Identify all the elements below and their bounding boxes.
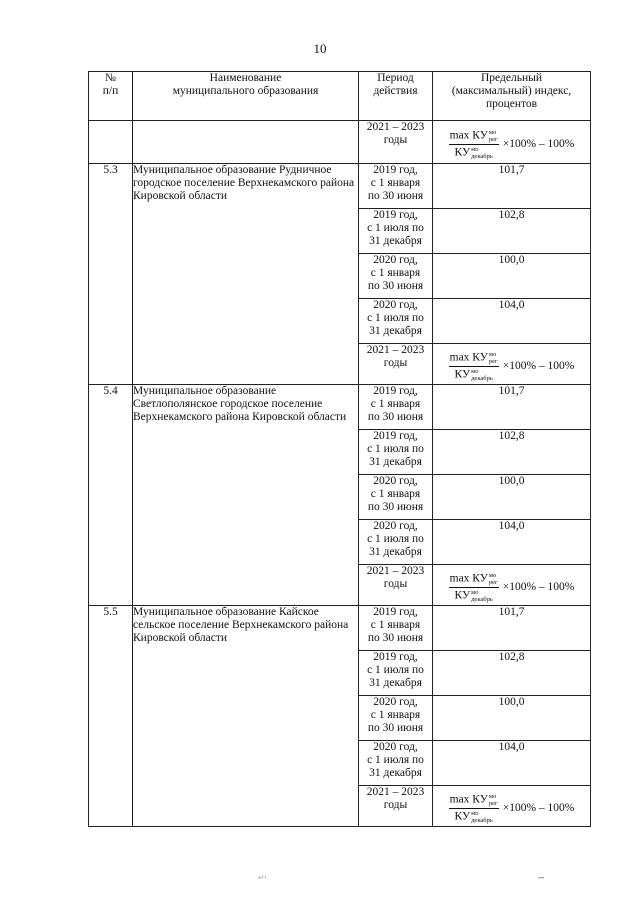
entity-name: Муниципальное образование Светлополянское городское поселение Верхнекамского района Кировской области <box>133 385 359 606</box>
header-name <box>133 72 359 121</box>
formula-sup: мо <box>488 571 497 579</box>
header-period-line2: действия <box>373 85 418 97</box>
period-line: с 1 июля по <box>367 664 424 676</box>
period-line: по 30 июня <box>367 722 424 734</box>
period-line: годы <box>383 799 408 811</box>
period-line: по 30 июня <box>367 411 424 423</box>
period-line: 2019 год, <box>373 651 418 663</box>
period-cell <box>359 385 433 430</box>
formula-sub: декабрь <box>471 374 493 382</box>
period-line: 2021 – 2023 <box>366 786 425 798</box>
carry-formula-cell <box>433 121 591 164</box>
formula-cell <box>433 344 591 385</box>
formula-sup: мо <box>471 809 479 817</box>
period-line: годы <box>383 578 408 590</box>
period-cell <box>359 565 433 606</box>
formula-fraction <box>449 572 499 603</box>
formula-indices <box>489 129 498 143</box>
period-cell <box>359 430 433 475</box>
formula-ku: КУ <box>454 589 471 602</box>
formula-sub: декабрь <box>471 816 493 824</box>
period-cell <box>359 254 433 299</box>
formula-sup: мо <box>471 367 479 375</box>
period-line: 2020 год, <box>373 254 418 266</box>
table-header-row <box>89 72 591 121</box>
period-line: с 1 июля по <box>367 222 424 234</box>
period-line: 2020 год, <box>373 696 418 708</box>
period-line: с 1 января <box>370 398 421 410</box>
formula-numerator <box>449 572 499 588</box>
header-number-line2: п/п <box>102 85 119 97</box>
formula-sub: рег <box>488 578 498 586</box>
formula-denominator <box>455 588 493 603</box>
period-line: с 1 июля по <box>367 754 424 766</box>
formula-denominator <box>455 145 493 160</box>
header-number <box>89 72 133 121</box>
period-line: 2020 год, <box>373 741 418 753</box>
period-line: 31 декабря <box>369 456 422 468</box>
formula-cell <box>433 565 591 606</box>
formula-ku: КУ <box>454 146 471 159</box>
period-line: годы <box>383 134 408 146</box>
formula-sup: мо <box>488 128 497 136</box>
formula-ku: КУ <box>454 810 471 823</box>
period-line: 31 декабря <box>369 325 422 337</box>
formula-max-ku: max КУ <box>449 129 488 142</box>
formula-indices <box>489 572 498 586</box>
period-line: 2019 год, <box>373 430 418 442</box>
formula-sub: декабрь <box>471 595 493 603</box>
formula-numerator <box>449 793 499 809</box>
formula-indices <box>471 810 493 824</box>
entity-number: 5.5 <box>89 606 133 827</box>
carry-name-cell <box>133 121 359 164</box>
scan-mark: -- <box>538 872 544 882</box>
index-value: 102,8 <box>433 209 591 254</box>
formula-ku: КУ <box>454 368 471 381</box>
period-line: с 1 июля по <box>367 312 424 324</box>
period-line: с 1 января <box>370 488 421 500</box>
scan-mark: -·· <box>258 872 267 882</box>
period-cell <box>359 475 433 520</box>
period-line: 31 декабря <box>369 767 422 779</box>
index-value: 104,0 <box>433 520 591 565</box>
period-line: 2019 год, <box>373 606 418 618</box>
header-name-line1: Наименование <box>209 72 282 84</box>
index-value: 100,0 <box>433 475 591 520</box>
tariff-index-table <box>88 71 591 827</box>
entity-name: Муниципальное образование Рудничное городское поселение Верхнекамского района Кировской области <box>133 164 359 385</box>
index-formula <box>433 786 590 828</box>
formula-denominator <box>455 367 493 382</box>
carry-number-cell <box>89 121 133 164</box>
period-line: 31 декабря <box>369 677 422 689</box>
entity-number: 5.3 <box>89 164 133 385</box>
table-row <box>89 606 591 651</box>
carry-over-row <box>89 121 591 164</box>
period-cell <box>359 786 433 827</box>
period-line: с 1 января <box>370 177 421 189</box>
period-line: годы <box>383 357 408 369</box>
period-cell <box>359 606 433 651</box>
index-value: 102,8 <box>433 651 591 696</box>
period-cell <box>359 651 433 696</box>
header-period-line1: Период <box>377 72 414 84</box>
formula-indices <box>471 368 493 382</box>
formula-sub: рег <box>488 135 498 143</box>
formula-sup: мо <box>488 350 497 358</box>
formula-sup: мо <box>471 588 479 596</box>
formula-sup: мо <box>471 145 479 153</box>
period-line: с 1 июля по <box>367 533 424 545</box>
formula-indices <box>489 351 498 365</box>
formula-max-ku: max КУ <box>449 793 488 806</box>
header-index <box>433 72 591 121</box>
index-value: 101,7 <box>433 164 591 209</box>
formula-fraction <box>449 129 499 160</box>
period-line: 2019 год, <box>373 164 418 176</box>
formula-indices <box>489 793 498 807</box>
formula-numerator <box>449 129 499 145</box>
period-line: 2019 год, <box>373 385 418 397</box>
period-line: 2019 год, <box>373 209 418 221</box>
header-name-line2: муниципального образования <box>172 85 319 97</box>
header-index-line3: процентов <box>485 98 538 110</box>
formula-numerator <box>449 351 499 367</box>
formula-tail: ×100% – 100% <box>502 137 575 150</box>
formula-tail: ×100% – 100% <box>502 359 575 372</box>
index-value: 101,7 <box>433 606 591 651</box>
period-line: по 30 июня <box>367 501 424 513</box>
index-formula <box>433 344 590 386</box>
formula-tail: ×100% – 100% <box>502 580 575 593</box>
formula-fraction <box>449 351 499 382</box>
formula-sub: рег <box>488 799 498 807</box>
period-cell <box>359 520 433 565</box>
period-line: 2020 год, <box>373 475 418 487</box>
table-row <box>89 164 591 209</box>
entity-name: Муниципальное образование Кайское сельское поселение Верхнекамского района Кировской области <box>133 606 359 827</box>
period-cell <box>359 696 433 741</box>
period-line: 2021 – 2023 <box>366 121 425 133</box>
period-line: 2020 год, <box>373 299 418 311</box>
period-line: по 30 июня <box>367 632 424 644</box>
formula-max-ku: max КУ <box>449 572 488 585</box>
formula-tail: ×100% – 100% <box>502 801 575 814</box>
formula-sub: рег <box>488 357 498 365</box>
header-index-line1: Предельный <box>481 72 542 84</box>
index-formula <box>433 565 590 607</box>
formula-sup: мо <box>488 792 497 800</box>
period-line: 2020 год, <box>373 520 418 532</box>
formula-indices <box>471 589 493 603</box>
period-cell <box>359 299 433 344</box>
carry-period-cell <box>359 121 433 164</box>
formula-cell <box>433 786 591 827</box>
period-line: с 1 января <box>370 267 421 279</box>
header-index-line2: (максимальный) индекс, <box>451 85 572 97</box>
formula-max-ku: max КУ <box>449 351 488 364</box>
index-formula <box>433 121 590 165</box>
period-cell <box>359 741 433 786</box>
table-row <box>89 385 591 430</box>
page-number: 10 <box>313 41 327 56</box>
period-line: по 30 июня <box>367 280 424 292</box>
entity-number: 5.4 <box>89 385 133 606</box>
period-line: 2021 – 2023 <box>366 344 425 356</box>
period-line: 2021 – 2023 <box>366 565 425 577</box>
period-line: с 1 января <box>370 709 421 721</box>
header-number-line1: № <box>105 72 116 84</box>
period-cell <box>359 209 433 254</box>
period-cell <box>359 164 433 209</box>
formula-sub: декабрь <box>471 152 493 160</box>
index-value: 100,0 <box>433 254 591 299</box>
index-value: 104,0 <box>433 741 591 786</box>
formula-denominator <box>455 809 493 824</box>
index-value: 102,8 <box>433 430 591 475</box>
formula-fraction <box>449 793 499 824</box>
index-value: 104,0 <box>433 299 591 344</box>
formula-indices <box>471 146 493 160</box>
index-value: 100,0 <box>433 696 591 741</box>
period-line: по 30 июня <box>367 190 424 202</box>
period-line: с 1 июля по <box>367 443 424 455</box>
period-line: 31 декабря <box>369 546 422 558</box>
period-cell <box>359 344 433 385</box>
period-line: 31 декабря <box>369 235 422 247</box>
header-period <box>359 72 433 121</box>
index-value: 101,7 <box>433 385 591 430</box>
period-line: с 1 января <box>370 619 421 631</box>
